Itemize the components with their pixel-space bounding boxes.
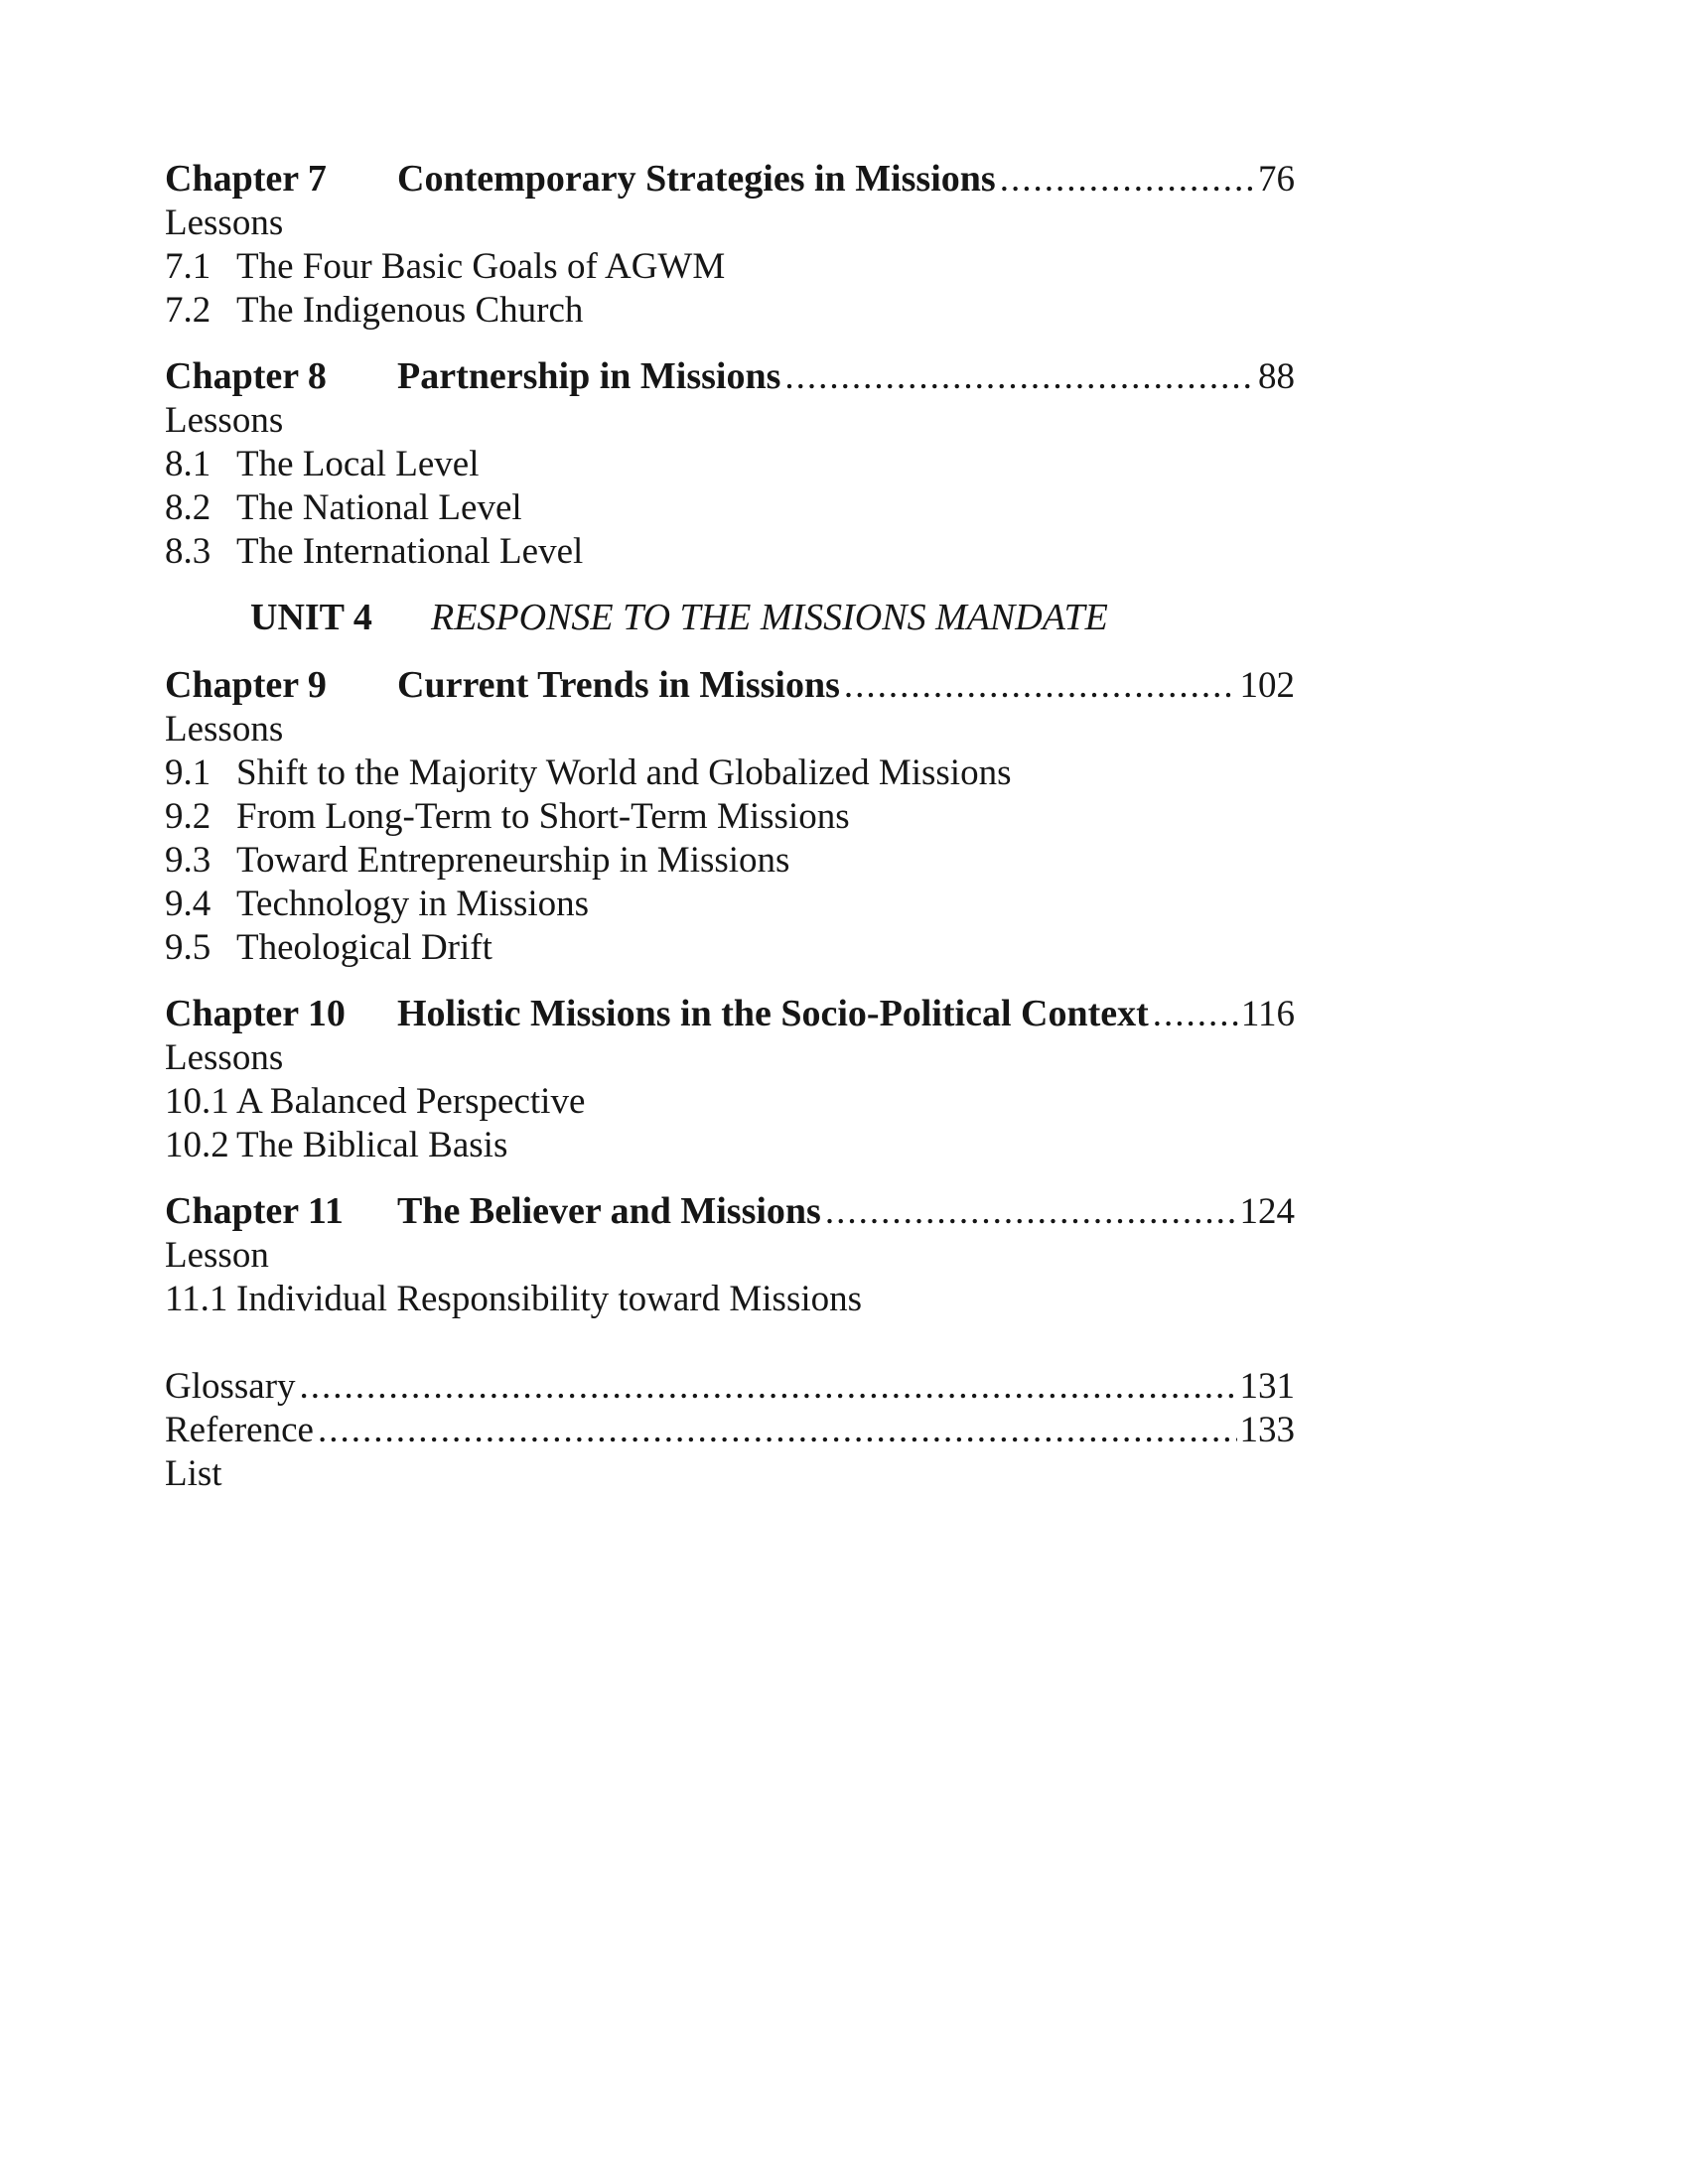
back-matter xyxy=(165,1365,1295,1496)
lesson-row xyxy=(165,883,1295,926)
chapter-8-block xyxy=(165,354,1295,574)
page-number: 124 xyxy=(1239,1191,1295,1232)
chapter-title: The Believer and Missions xyxy=(397,1190,821,1232)
unit-title: RESPONSE TO THE MISSIONS MANDATE xyxy=(431,597,1108,638)
lesson-title: The Four Basic Goals of AGWM xyxy=(236,246,726,287)
lesson-row xyxy=(165,926,1295,970)
lesson-title: The Local Level xyxy=(236,444,480,484)
dot-leader xyxy=(840,664,1237,708)
lesson-number: 7.2 xyxy=(165,290,211,331)
lesson-row xyxy=(165,1124,1295,1167)
chapter-title: Holistic Missions in the Socio-Political Context xyxy=(397,993,1149,1034)
lesson-row xyxy=(165,486,1295,530)
lesson-number: 8.2 xyxy=(165,487,211,528)
chapter-label: Chapter 9 xyxy=(165,664,327,706)
lesson-number: 9.1 xyxy=(165,752,211,793)
chapter-row xyxy=(165,663,1295,708)
chapter-row xyxy=(165,354,1295,399)
lessons-heading: Lessons xyxy=(165,400,284,441)
lesson-row xyxy=(165,443,1295,486)
lesson-title: From Long-Term to Short-Term Missions xyxy=(236,796,850,837)
lesson-number: 11.1 xyxy=(165,1279,228,1319)
lessons-heading: Lessons xyxy=(165,203,284,243)
lesson-row xyxy=(165,751,1295,795)
lesson-number: 10.1 xyxy=(165,1081,229,1122)
lesson-row xyxy=(165,795,1295,839)
lesson-number: 10.2 xyxy=(165,1125,229,1165)
dot-leader xyxy=(296,1365,1237,1409)
lessons-heading: Lessons xyxy=(165,709,284,750)
lessons-heading: Lesson xyxy=(165,1235,269,1276)
page-number: 133 xyxy=(1239,1410,1295,1450)
chapter-11-block xyxy=(165,1189,1295,1321)
lesson-title: The National Level xyxy=(236,487,522,528)
lesson-number: 9.4 xyxy=(165,884,211,924)
lesson-number: 8.1 xyxy=(165,444,211,484)
page-number: 116 xyxy=(1240,994,1295,1034)
lesson-number: 9.2 xyxy=(165,796,211,837)
lesson-title: Individual Responsibility toward Missions xyxy=(236,1279,863,1319)
unit-heading xyxy=(165,596,1295,639)
lesson-row xyxy=(165,1080,1295,1124)
page-number: 102 xyxy=(1239,665,1295,706)
lesson-number: 7.1 xyxy=(165,246,211,287)
dot-leader xyxy=(996,158,1255,202)
chapter-9-block xyxy=(165,663,1295,970)
lesson-row xyxy=(165,1278,1295,1321)
chapter-title: Partnership in Missions xyxy=(397,355,781,397)
lesson-title: A Balanced Perspective xyxy=(236,1081,586,1122)
chapter-row xyxy=(165,992,1295,1036)
lesson-title: Shift to the Majority World and Globalized Missions xyxy=(236,752,1012,793)
unit-label: UNIT 4 xyxy=(250,597,372,638)
chapter-title: Contemporary Strategies in Missions xyxy=(397,158,996,200)
dot-leader xyxy=(821,1190,1237,1234)
lessons-heading: Lessons xyxy=(165,1037,284,1078)
chapter-label: Chapter 7 xyxy=(165,158,327,200)
page-number: 131 xyxy=(1239,1366,1295,1407)
backmatter-title: Glossary xyxy=(165,1366,296,1407)
chapter-row xyxy=(165,157,1295,202)
chapter-label: Chapter 8 xyxy=(165,355,327,397)
lesson-title: The International Level xyxy=(236,531,584,572)
dot-leader xyxy=(314,1409,1237,1452)
backmatter-row xyxy=(165,1365,1295,1409)
lesson-title: Toward Entrepreneurship in Missions xyxy=(236,840,790,881)
lesson-row xyxy=(165,530,1295,574)
lesson-number: 8.3 xyxy=(165,531,211,572)
lesson-number: 9.5 xyxy=(165,927,211,968)
chapter-label: Chapter 11 xyxy=(165,1190,344,1232)
backmatter-row xyxy=(165,1409,1295,1496)
lesson-title: The Indigenous Church xyxy=(236,290,584,331)
page-number: 76 xyxy=(1258,159,1295,200)
lesson-row xyxy=(165,839,1295,883)
page-number: 88 xyxy=(1258,356,1295,397)
lesson-row xyxy=(165,289,1295,333)
chapter-7-block xyxy=(165,157,1295,333)
chapter-title: Current Trends in Missions xyxy=(397,664,840,706)
chapter-row xyxy=(165,1189,1295,1234)
lesson-title: The Biblical Basis xyxy=(236,1125,508,1165)
chapter-label: Chapter 10 xyxy=(165,993,346,1034)
backmatter-title: Reference List xyxy=(165,1410,314,1494)
dot-leader xyxy=(780,355,1255,399)
dot-leader xyxy=(1149,993,1238,1036)
lesson-title: Technology in Missions xyxy=(236,884,590,924)
lesson-title: Theological Drift xyxy=(236,927,492,968)
lesson-row xyxy=(165,245,1295,289)
chapter-10-block xyxy=(165,992,1295,1167)
lesson-number: 9.3 xyxy=(165,840,211,881)
